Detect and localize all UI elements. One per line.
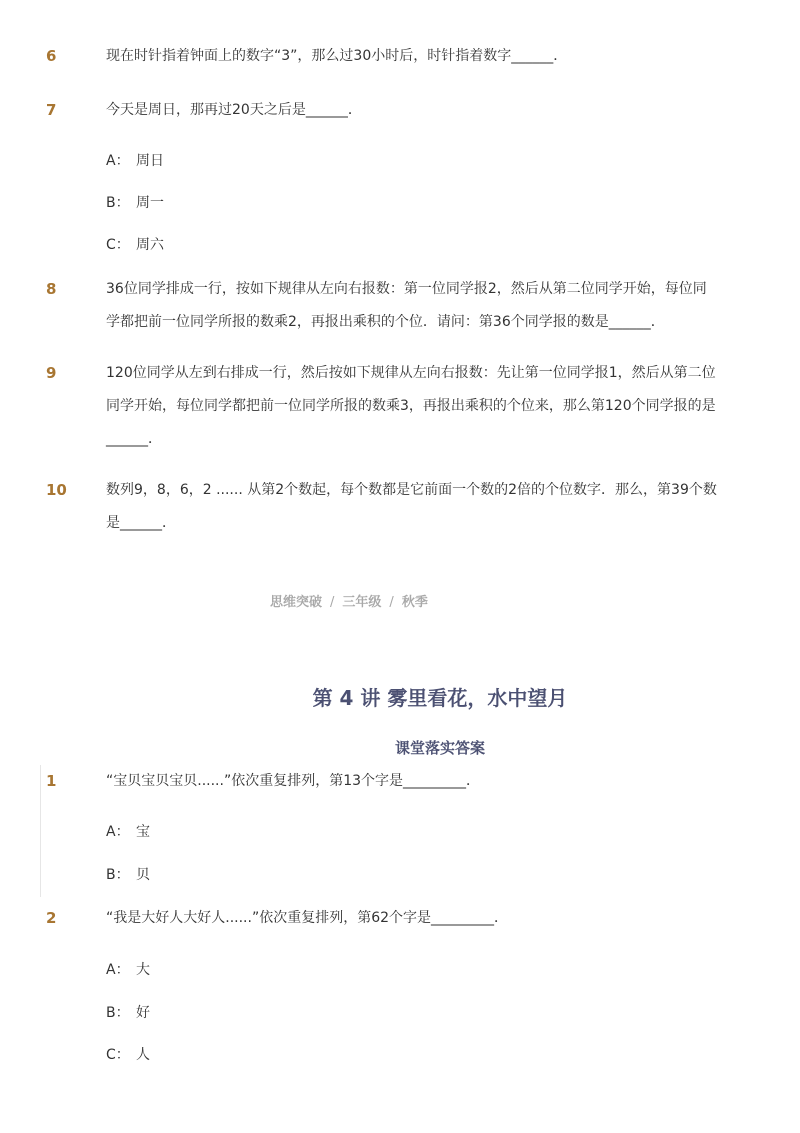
question-number: 6 — [46, 47, 57, 65]
question-text: 今天是周日，那再过20天之后是______． — [106, 102, 362, 118]
page-footer — [270, 591, 428, 610]
section-title: 课堂落实答案 — [394, 739, 485, 757]
option-label: B： — [106, 867, 130, 883]
option-label: A： — [106, 153, 130, 169]
footer-separator: / — [389, 595, 394, 610]
option-b — [106, 193, 164, 213]
option-text: 人 — [136, 1047, 150, 1063]
option-label: B： — [106, 1005, 130, 1021]
option-label: A： — [106, 962, 130, 978]
option-text: 周六 — [136, 237, 164, 253]
lecture-title: 第 4 讲 雾里看花，水中望月 — [312, 686, 568, 710]
question-number: 8 — [46, 280, 57, 298]
divider — [40, 765, 41, 897]
option-text: 大 — [136, 962, 150, 978]
option-label: C： — [106, 237, 130, 253]
question-number: 1 — [46, 772, 57, 790]
question-text: 数列9，8，6，2 ...... 从第2个数起，每个数都是它前面一个数的2倍的个位数字．那么，第39个数是______． — [106, 482, 717, 531]
option-label: B： — [106, 195, 130, 211]
option-b — [106, 865, 150, 885]
footer-separator: / — [330, 595, 335, 610]
option-text: 周一 — [136, 195, 164, 211]
question-text: “宝贝宝贝宝贝......”依次重复排列，第13个字是_________． — [106, 773, 481, 789]
option-a — [106, 822, 150, 842]
option-text: 周日 — [136, 153, 164, 169]
question-number: 10 — [46, 481, 67, 499]
footer-grade: 三年级 — [342, 595, 382, 610]
option-a — [106, 151, 164, 171]
footer-term: 秋季 — [401, 595, 428, 610]
option-text: 好 — [136, 1005, 150, 1021]
question-text: “我是大好人大好人......”依次重复排列，第62个字是_________． — [106, 910, 509, 926]
question-number: 2 — [46, 909, 57, 927]
question-number: 7 — [46, 101, 57, 119]
question-text: 120位同学从左到右排成一行，然后按如下规律从左向右报数：先让第一位同学报1，然后从第二位同学开始，每位同学都把前一位同学所报的数乘3，再报出乘积的个位来，那么第120个同学报的是______． — [106, 365, 716, 447]
option-b — [106, 1003, 150, 1023]
option-text: 宝 — [136, 824, 150, 840]
footer-series: 思维突破 — [270, 595, 323, 610]
option-a — [106, 960, 150, 980]
option-c — [106, 1045, 150, 1065]
question-text: 现在时针指着钟面上的数字“3”，那么过30小时后，时针指着数字______． — [106, 48, 568, 64]
option-label: C： — [106, 1047, 130, 1063]
option-label: A： — [106, 824, 130, 840]
question-number: 9 — [46, 364, 57, 382]
option-c — [106, 235, 164, 255]
question-text: 36位同学排成一行，按如下规律从左向右报数：第一位同学报2，然后从第二位同学开始，每位同学都把前一位同学所报的数乘2，再报出乘积的个位．请问：第36个同学报的数是______． — [106, 281, 707, 330]
option-text: 贝 — [136, 867, 150, 883]
